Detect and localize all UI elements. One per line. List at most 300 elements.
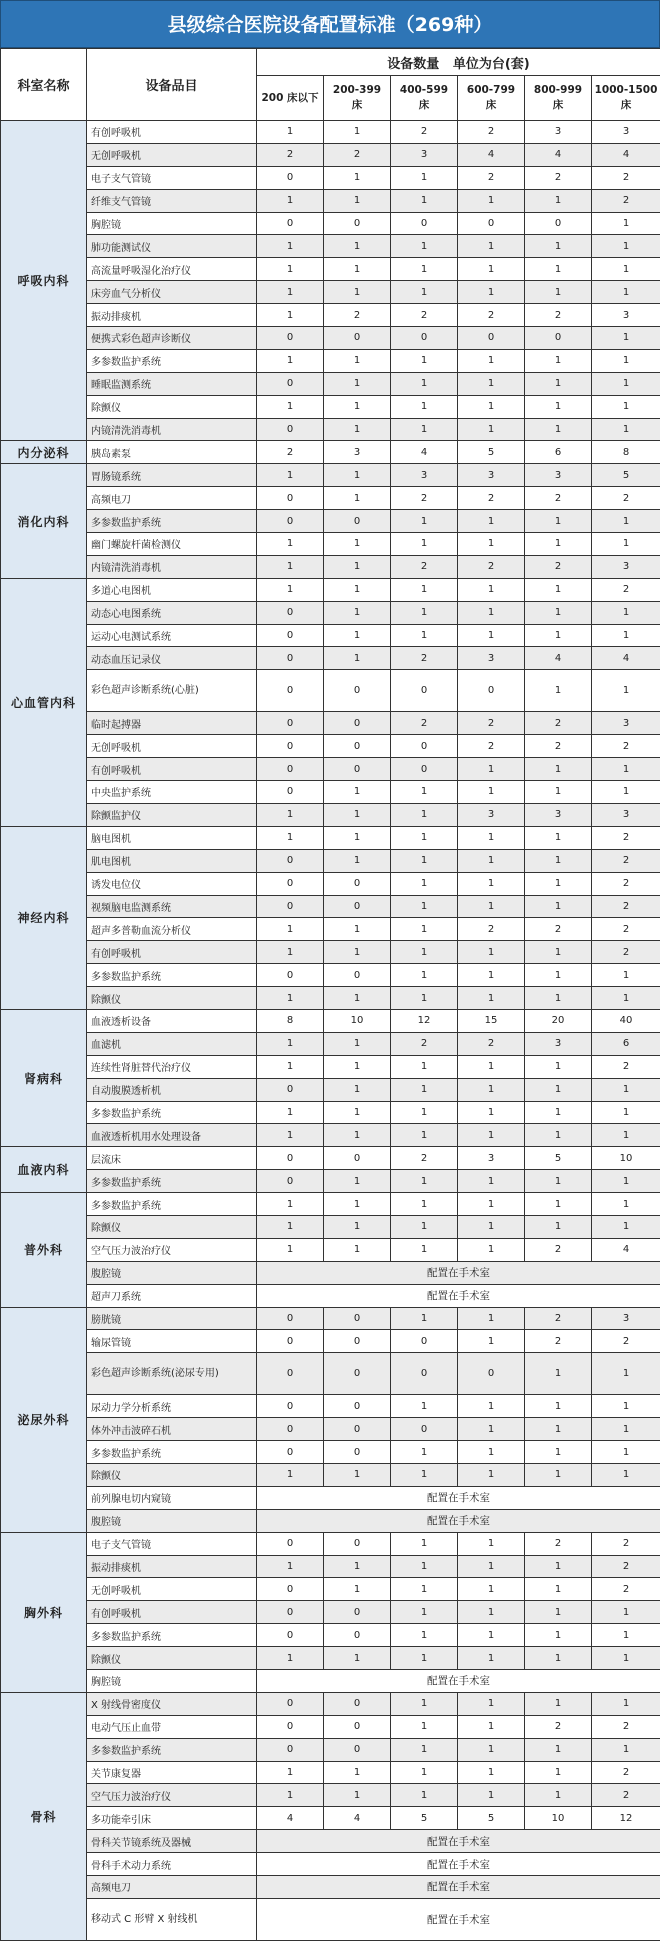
quantity-cell: 1 <box>324 987 391 1010</box>
quantity-cell: 10 <box>592 1147 660 1170</box>
quantity-cell: 1 <box>525 826 592 849</box>
item-label: 高频电刀 <box>91 1883 131 1894</box>
item-cell <box>87 464 257 487</box>
quantity-cell: 2 <box>391 555 458 578</box>
quantity-cell: 1 <box>458 1418 525 1441</box>
quantity-cell: 2 <box>525 735 592 758</box>
note-cell: 配置在手术室 <box>257 1853 660 1876</box>
table-row <box>1 121 660 144</box>
table-row <box>1 418 660 441</box>
table-row <box>1 670 660 712</box>
quantity-cell: 1 <box>391 281 458 304</box>
table-row <box>1 647 660 670</box>
quantity-cell: 1 <box>458 601 525 624</box>
item-cell <box>87 1670 257 1693</box>
quantity-cell: 1 <box>391 1124 458 1147</box>
quantity-cell: 1 <box>257 941 324 964</box>
quantity-cell: 1 <box>391 1055 458 1078</box>
item-label: 移动式 C 形臂 X 射线机 <box>91 1913 254 1926</box>
quantity-cell: 1 <box>324 1578 391 1601</box>
quantity-cell: 1 <box>525 1193 592 1216</box>
item-label: 无创呼吸机 <box>91 151 141 162</box>
quantity-cell: 1 <box>391 624 458 647</box>
item-label: 超声刀系统 <box>91 1292 141 1303</box>
quantity-cell: 3 <box>525 803 592 826</box>
item-cell <box>87 1284 257 1307</box>
item-cell <box>87 1876 257 1899</box>
quantity-cell: 0 <box>257 1078 324 1101</box>
quantity-cell: 2 <box>458 918 525 941</box>
quantity-cell: 0 <box>324 1715 391 1738</box>
table-row <box>1 304 660 327</box>
quantity-cell: 1 <box>458 1624 525 1647</box>
item-cell <box>87 189 257 212</box>
quantity-cell: 0 <box>324 670 391 712</box>
quantity-cell: 2 <box>458 1032 525 1055</box>
quantity-cell: 0 <box>257 964 324 987</box>
quantity-cell: 0 <box>458 1353 525 1395</box>
item-label: 骨科关节镜系统及器械 <box>91 1838 191 1849</box>
item-label: 肺功能测试仪 <box>91 243 151 254</box>
quantity-cell: 1 <box>525 1170 592 1193</box>
quantity-cell: 1 <box>525 895 592 918</box>
quantity-cell: 1 <box>391 1624 458 1647</box>
table-row <box>1 212 660 235</box>
item-label: 动态血压记录仪 <box>91 655 161 666</box>
item-cell <box>87 1532 257 1555</box>
note-cell: 配置在手术室 <box>257 1486 660 1509</box>
item-label: 多参数监护系统 <box>91 972 161 983</box>
table-row <box>1 1715 660 1738</box>
quantity-cell: 4 <box>525 143 592 166</box>
quantity-cell: 0 <box>257 1418 324 1441</box>
quantity-cell: 3 <box>525 121 592 144</box>
quantity-cell: 0 <box>257 895 324 918</box>
quantity-cell: 1 <box>592 624 660 647</box>
item-cell <box>87 1715 257 1738</box>
quantity-cell: 1 <box>257 1101 324 1124</box>
quantity-cell: 1 <box>257 395 324 418</box>
quantity-cell: 1 <box>324 918 391 941</box>
quantity-cell: 1 <box>391 941 458 964</box>
quantity-cell: 1 <box>257 1761 324 1784</box>
table-row <box>1 464 660 487</box>
department-cell: 神经内科 <box>1 826 87 1009</box>
quantity-cell: 1 <box>391 872 458 895</box>
quantity-cell: 8 <box>257 1009 324 1032</box>
table-row <box>1 1124 660 1147</box>
bed-header: 400-599 床 <box>391 76 458 121</box>
quantity-cell: 5 <box>458 1807 525 1830</box>
item-cell <box>87 258 257 281</box>
item-label: 多参数监护系统 <box>91 1632 161 1643</box>
quantity-cell: 1 <box>458 1441 525 1464</box>
item-cell <box>87 1418 257 1441</box>
item-label: 多参数监护系统 <box>91 357 161 368</box>
quantity-cell: 2 <box>458 166 525 189</box>
quantity-cell: 1 <box>257 1555 324 1578</box>
quantity-cell: 8 <box>592 441 660 464</box>
quantity-cell: 1 <box>525 1078 592 1101</box>
quantity-cell: 1 <box>525 1441 592 1464</box>
quantity-cell: 2 <box>592 1055 660 1078</box>
item-label: 多参数监护系统 <box>91 1746 161 1757</box>
quantity-cell: 1 <box>592 418 660 441</box>
item-cell <box>87 826 257 849</box>
quantity-cell: 4 <box>324 1807 391 1830</box>
quantity-cell: 2 <box>391 304 458 327</box>
quantity-cell: 2 <box>525 1238 592 1261</box>
quantity-cell: 1 <box>324 1555 391 1578</box>
quantity-cell: 0 <box>324 1418 391 1441</box>
quantity-cell: 0 <box>458 212 525 235</box>
quantity-cell: 1 <box>391 1078 458 1101</box>
quantity-cell: 1 <box>391 533 458 556</box>
table-row <box>1 1441 660 1464</box>
quantity-cell: 1 <box>458 189 525 212</box>
quantity-cell: 12 <box>592 1807 660 1830</box>
item-label: 空气压力波治疗仪 <box>91 1246 171 1257</box>
quantity-cell: 1 <box>592 1692 660 1715</box>
item-label: 输尿管镜 <box>91 1338 131 1349</box>
quantity-cell: 1 <box>257 803 324 826</box>
item-cell <box>87 895 257 918</box>
quantity-cell: 0 <box>257 647 324 670</box>
quantity-cell: 1 <box>391 349 458 372</box>
quantity-cell: 0 <box>324 895 391 918</box>
quantity-cell: 1 <box>391 1761 458 1784</box>
quantity-cell: 1 <box>525 1784 592 1807</box>
item-label: 多功能牵引床 <box>91 1815 151 1826</box>
item-label: 电动气压止血带 <box>91 1723 161 1734</box>
quantity-cell: 1 <box>324 578 391 601</box>
item-cell <box>87 1215 257 1238</box>
item-label: 多参数监护系统 <box>91 518 161 529</box>
item-label: 血滤机 <box>91 1040 121 1051</box>
quantity-cell: 1 <box>324 1055 391 1078</box>
quantity-cell: 1 <box>592 1353 660 1395</box>
quantity-cell: 3 <box>592 1307 660 1330</box>
table-row <box>1 327 660 350</box>
table-row <box>1 1853 660 1876</box>
quantity-cell: 1 <box>324 1193 391 1216</box>
quantity-cell: 1 <box>391 1532 458 1555</box>
item-label: 胸腔镜 <box>91 220 121 231</box>
item-cell <box>87 1624 257 1647</box>
item-label: 有创呼吸机 <box>91 128 141 139</box>
quantity-cell: 3 <box>525 464 592 487</box>
quantity-cell: 1 <box>458 1330 525 1353</box>
quantity-cell: 1 <box>324 941 391 964</box>
item-cell <box>87 1486 257 1509</box>
item-cell <box>87 735 257 758</box>
quantity-cell: 0 <box>257 781 324 804</box>
item-cell <box>87 1261 257 1284</box>
quantity-cell: 1 <box>257 1238 324 1261</box>
item-label: 除颤仪 <box>91 1471 121 1482</box>
table-row <box>1 1898 660 1940</box>
quantity-cell: 2 <box>592 918 660 941</box>
quantity-cell: 1 <box>257 578 324 601</box>
table-row <box>1 349 660 372</box>
quantity-cell: 3 <box>458 803 525 826</box>
table-row <box>1 1532 660 1555</box>
item-label: 多参数监护系统 <box>91 1201 161 1212</box>
table-row <box>1 487 660 510</box>
quantity-cell: 0 <box>324 327 391 350</box>
table-row <box>1 918 660 941</box>
quantity-cell: 1 <box>257 304 324 327</box>
quantity-cell: 1 <box>592 395 660 418</box>
quantity-cell: 0 <box>324 1532 391 1555</box>
quantity-cell: 1 <box>391 1193 458 1216</box>
table-row <box>1 1170 660 1193</box>
item-header: 设备品目 <box>87 49 257 121</box>
quantity-cell: 0 <box>257 1307 324 1330</box>
item-label: 无创呼吸机 <box>91 1586 141 1597</box>
quantity-cell: 1 <box>391 918 458 941</box>
department-cell: 内分泌科 <box>1 441 87 464</box>
item-cell <box>87 1784 257 1807</box>
item-cell <box>87 578 257 601</box>
item-cell <box>87 1078 257 1101</box>
item-cell <box>87 987 257 1010</box>
item-cell <box>87 1555 257 1578</box>
quantity-cell: 2 <box>592 189 660 212</box>
quantity-header: 设备数量 单位为台(套) <box>257 49 660 76</box>
item-label: 多参数监护系统 <box>91 1449 161 1460</box>
quantity-cell: 1 <box>324 1078 391 1101</box>
quantity-cell: 1 <box>391 1647 458 1670</box>
quantity-cell: 0 <box>324 1147 391 1170</box>
quantity-cell: 1 <box>324 1101 391 1124</box>
item-label: 尿动力学分析系统 <box>91 1403 171 1414</box>
quantity-cell: 5 <box>592 464 660 487</box>
quantity-cell: 1 <box>391 1307 458 1330</box>
quantity-cell: 1 <box>391 601 458 624</box>
quantity-cell: 1 <box>458 826 525 849</box>
quantity-cell: 1 <box>525 941 592 964</box>
table-row <box>1 555 660 578</box>
item-cell <box>87 1761 257 1784</box>
table-row <box>1 1009 660 1032</box>
quantity-cell: 1 <box>257 1193 324 1216</box>
item-cell <box>87 327 257 350</box>
quantity-cell: 2 <box>525 555 592 578</box>
quantity-cell: 10 <box>525 1807 592 1830</box>
item-label: 胃肠镜系统 <box>91 472 141 483</box>
quantity-cell: 0 <box>324 1307 391 1330</box>
quantity-cell: 1 <box>592 1395 660 1418</box>
quantity-cell: 1 <box>391 1784 458 1807</box>
quantity-cell: 1 <box>592 1193 660 1216</box>
table-row <box>1 601 660 624</box>
table-row <box>1 258 660 281</box>
quantity-cell: 3 <box>458 1147 525 1170</box>
quantity-cell: 1 <box>592 670 660 712</box>
quantity-cell: 1 <box>257 987 324 1010</box>
item-cell <box>87 1578 257 1601</box>
quantity-cell: 0 <box>324 1441 391 1464</box>
quantity-cell: 1 <box>391 781 458 804</box>
table-row <box>1 395 660 418</box>
quantity-cell: 1 <box>458 533 525 556</box>
item-cell <box>87 849 257 872</box>
quantity-cell: 1 <box>525 235 592 258</box>
quantity-cell: 2 <box>458 121 525 144</box>
quantity-cell: 2 <box>592 735 660 758</box>
quantity-cell: 3 <box>525 1032 592 1055</box>
table-row <box>1 1876 660 1899</box>
note-cell: 配置在手术室 <box>257 1898 660 1940</box>
quantity-cell: 2 <box>525 1307 592 1330</box>
quantity-cell: 4 <box>391 441 458 464</box>
quantity-cell: 0 <box>257 1692 324 1715</box>
quantity-cell: 1 <box>257 826 324 849</box>
item-label: 血液透析机用水处理设备 <box>91 1132 201 1143</box>
quantity-cell: 0 <box>324 735 391 758</box>
quantity-cell: 1 <box>257 555 324 578</box>
table-row <box>1 1555 660 1578</box>
item-label: 高流量呼吸湿化治疗仪 <box>91 266 191 277</box>
quantity-cell: 1 <box>592 1624 660 1647</box>
table-row <box>1 1395 660 1418</box>
quantity-cell: 1 <box>324 372 391 395</box>
table-row <box>1 803 660 826</box>
item-cell <box>87 1830 257 1853</box>
quantity-cell: 0 <box>391 212 458 235</box>
table-row <box>1 1578 660 1601</box>
quantity-cell: 0 <box>257 1624 324 1647</box>
quantity-cell: 1 <box>458 758 525 781</box>
item-cell <box>87 281 257 304</box>
table-row <box>1 1418 660 1441</box>
quantity-cell: 1 <box>391 395 458 418</box>
quantity-cell: 6 <box>525 441 592 464</box>
quantity-cell: 0 <box>324 1692 391 1715</box>
quantity-cell: 1 <box>324 281 391 304</box>
quantity-cell: 10 <box>324 1009 391 1032</box>
item-cell <box>87 1307 257 1330</box>
table-row <box>1 895 660 918</box>
quantity-cell: 1 <box>458 1532 525 1555</box>
table-row <box>1 1830 660 1853</box>
item-cell <box>87 1330 257 1353</box>
table-row <box>1 624 660 647</box>
quantity-cell: 1 <box>391 235 458 258</box>
quantity-cell: 1 <box>458 781 525 804</box>
quantity-cell: 0 <box>391 758 458 781</box>
quantity-cell: 2 <box>458 487 525 510</box>
quantity-cell: 1 <box>257 918 324 941</box>
quantity-cell: 4 <box>458 143 525 166</box>
quantity-cell: 1 <box>458 1761 525 1784</box>
quantity-cell: 2 <box>592 849 660 872</box>
quantity-cell: 0 <box>257 1578 324 1601</box>
quantity-cell: 0 <box>324 1738 391 1761</box>
quantity-cell: 0 <box>257 372 324 395</box>
quantity-cell: 1 <box>592 1170 660 1193</box>
item-label: 自动腹膜透析机 <box>91 1086 161 1097</box>
quantity-cell: 1 <box>592 281 660 304</box>
item-label: 振动排痰机 <box>91 312 141 323</box>
item-cell <box>87 624 257 647</box>
quantity-cell: 1 <box>391 803 458 826</box>
quantity-cell: 0 <box>257 624 324 647</box>
quantity-cell: 1 <box>391 1738 458 1761</box>
item-cell <box>87 487 257 510</box>
item-label: 便携式彩色超声诊断仪 <box>91 334 191 345</box>
quantity-cell: 4 <box>592 1238 660 1261</box>
quantity-cell: 0 <box>324 872 391 895</box>
quantity-cell: 2 <box>592 1330 660 1353</box>
quantity-cell: 1 <box>592 1418 660 1441</box>
department-cell: 心血管内科 <box>1 578 87 826</box>
quantity-cell: 2 <box>391 712 458 735</box>
item-label: 脑电图机 <box>91 834 131 845</box>
quantity-cell: 1 <box>458 1101 525 1124</box>
item-label: 有创呼吸机 <box>91 949 141 960</box>
quantity-cell: 1 <box>525 510 592 533</box>
bed-header: 800-999 床 <box>525 76 592 121</box>
bed-header: 600-799 床 <box>458 76 525 121</box>
quantity-cell: 2 <box>391 487 458 510</box>
table-row <box>1 735 660 758</box>
quantity-cell: 2 <box>592 1784 660 1807</box>
quantity-cell: 2 <box>257 441 324 464</box>
item-cell <box>87 1898 257 1940</box>
quantity-cell: 1 <box>391 372 458 395</box>
quantity-cell: 1 <box>391 510 458 533</box>
quantity-cell: 0 <box>257 1441 324 1464</box>
table-row <box>1 826 660 849</box>
table-row <box>1 235 660 258</box>
quantity-cell: 5 <box>525 1147 592 1170</box>
quantity-cell: 1 <box>458 1692 525 1715</box>
table-row <box>1 533 660 556</box>
item-label: 电子支气管镜 <box>91 1540 151 1551</box>
item-cell <box>87 1853 257 1876</box>
quantity-cell: 4 <box>257 1807 324 1830</box>
quantity-cell: 2 <box>525 1715 592 1738</box>
quantity-cell: 1 <box>525 189 592 212</box>
item-label: 除颤仪 <box>91 403 121 414</box>
quantity-cell: 5 <box>391 1807 458 1830</box>
item-label: 层流床 <box>91 1155 121 1166</box>
table-row <box>1 1284 660 1307</box>
item-cell <box>87 758 257 781</box>
bed-header: 200-399 床 <box>324 76 391 121</box>
quantity-cell: 20 <box>525 1009 592 1032</box>
item-cell <box>87 1193 257 1216</box>
quantity-cell: 0 <box>257 735 324 758</box>
equipment-table <box>0 48 660 1941</box>
quantity-cell: 1 <box>458 349 525 372</box>
quantity-cell: 1 <box>458 1238 525 1261</box>
quantity-cell: 1 <box>391 578 458 601</box>
quantity-cell: 0 <box>257 1170 324 1193</box>
quantity-cell: 1 <box>324 555 391 578</box>
quantity-cell: 1 <box>458 395 525 418</box>
quantity-cell: 1 <box>458 1784 525 1807</box>
item-cell <box>87 1009 257 1032</box>
item-cell <box>87 712 257 735</box>
quantity-cell: 1 <box>324 1784 391 1807</box>
table-row <box>1 1101 660 1124</box>
table-row <box>1 1147 660 1170</box>
quantity-cell: 1 <box>458 510 525 533</box>
quantity-cell: 0 <box>391 735 458 758</box>
